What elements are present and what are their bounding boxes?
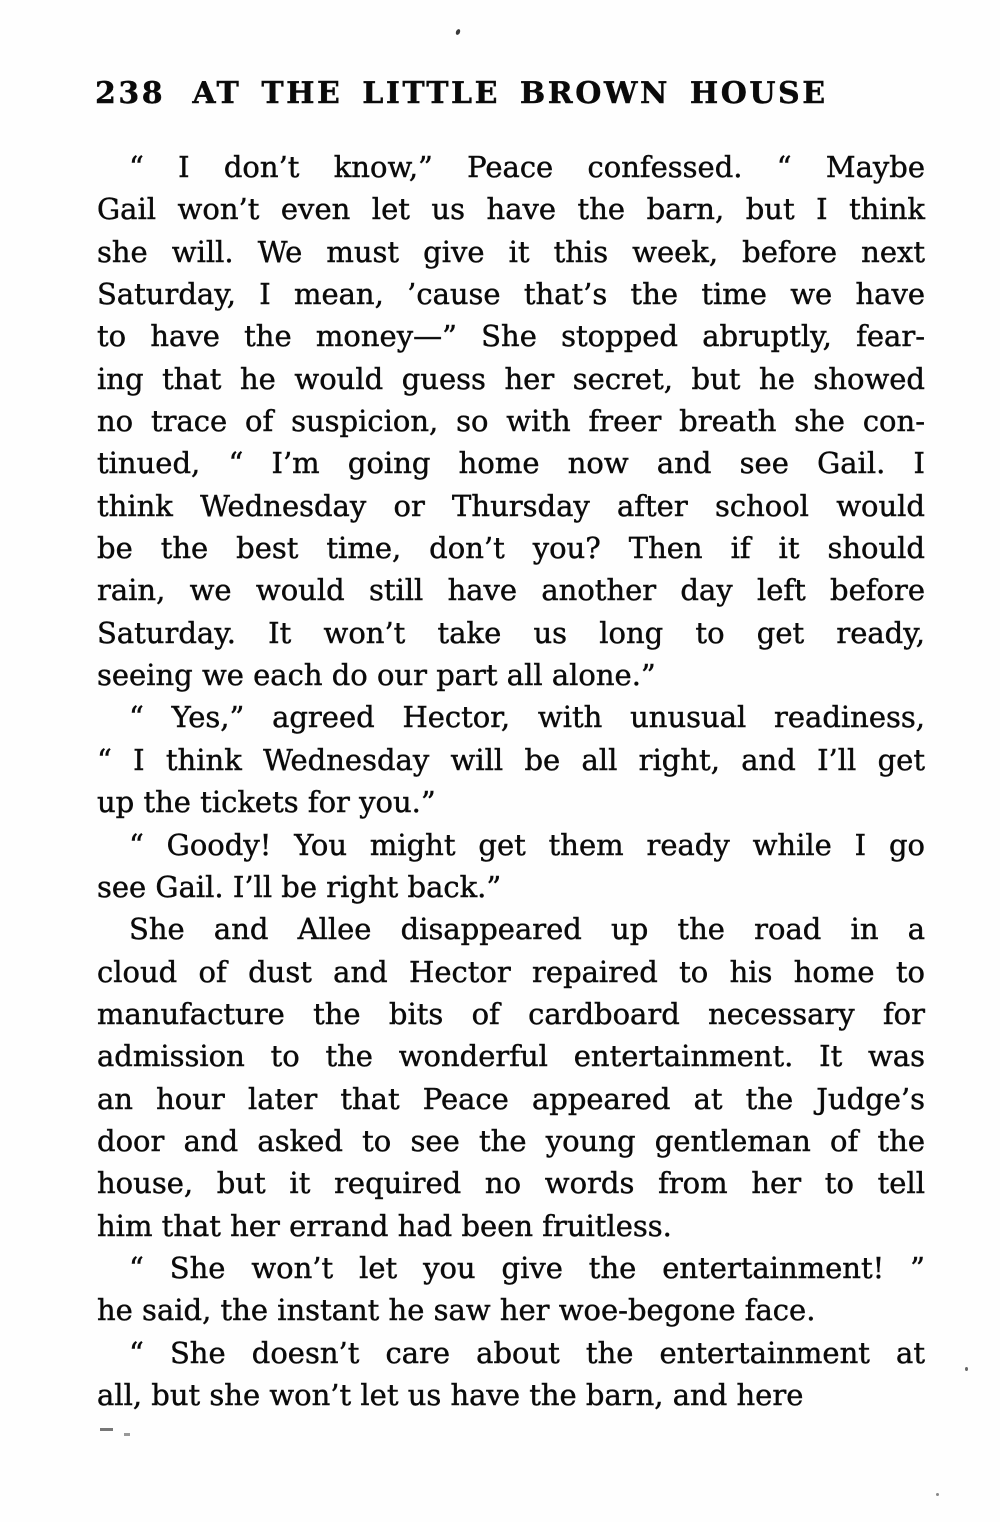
text-line: “ I don’t know,” Peace confessed. “ Maybe <box>129 150 925 184</box>
text-line: tinued, “ I’m going home now and see Gail. I <box>97 446 925 481</box>
text-line: cloud of dust and Hector repaired to his home to <box>97 954 925 989</box>
text-line: house, but it required no words from her to tell <box>97 1166 925 1201</box>
text-line: all, but she won’t let us have the barn, and here <box>97 1377 804 1412</box>
text-line: up the tickets for you.” <box>97 785 436 820</box>
text-line: Saturday, I mean, ’cause that’s the time we have <box>97 277 925 312</box>
text-line: him that her errand had been fruitless. <box>97 1208 672 1243</box>
text-line: admission to the wonderful entertainment. It was <box>97 1039 925 1074</box>
scan-artifact <box>100 1428 113 1431</box>
text-line: She and Allee disappeared up the road in a <box>129 912 925 947</box>
text-line: “ Yes,” agreed Hector, with unusual readiness, <box>129 700 925 735</box>
text-line: she will. We must give it this week, before next <box>97 234 925 269</box>
scan-artifact <box>965 1367 968 1371</box>
text-line: manufacture the bits of cardboard necessary for <box>97 996 925 1031</box>
text-line: be the best time, don’t you? Then if it should <box>97 531 925 566</box>
scan-artifact <box>455 28 461 35</box>
text-line: see Gail. I’ll be right back.” <box>97 869 502 904</box>
text-line: Gail won’t even let us have the barn, but I think <box>97 192 925 227</box>
text-line: think Wednesday or Thursday after school would <box>97 488 925 523</box>
scan-artifact <box>124 1433 130 1436</box>
text-line: no trace of suspicion, so with freer breath she con- <box>97 404 925 439</box>
text-line: Saturday. It won’t take us long to get ready, <box>97 615 925 650</box>
text-line: ing that he would guess her secret, but he showed <box>97 361 925 396</box>
text-line: door and asked to see the young gentleman of the <box>97 1123 925 1158</box>
text-line: “ She doesn’t care about the entertainment at <box>129 1335 925 1370</box>
running-title: AT THE LITTLE BROWN HOUSE <box>192 76 828 111</box>
scan-artifact <box>936 1493 939 1496</box>
text-line: “ She won’t let you give the entertainment! ” <box>129 1250 925 1285</box>
text-line: he said, the instant he saw her woe-begone face. <box>97 1293 816 1328</box>
text-line: to have the money—” She stopped abruptly, fear- <box>97 319 925 354</box>
text-line: “ Goody! You might get them ready while I go <box>129 827 925 862</box>
text-line: rain, we would still have another day left before <box>97 573 925 608</box>
page-number: 238 <box>95 76 166 111</box>
page-header <box>95 76 925 116</box>
text-line: an hour later that Peace appeared at the Judge’s <box>97 1081 925 1116</box>
text-line: seeing we each do our part all alone.” <box>97 658 656 693</box>
text-line: “ I think Wednesday will be all right, and I’ll get <box>97 742 925 777</box>
body-text <box>97 146 925 1416</box>
